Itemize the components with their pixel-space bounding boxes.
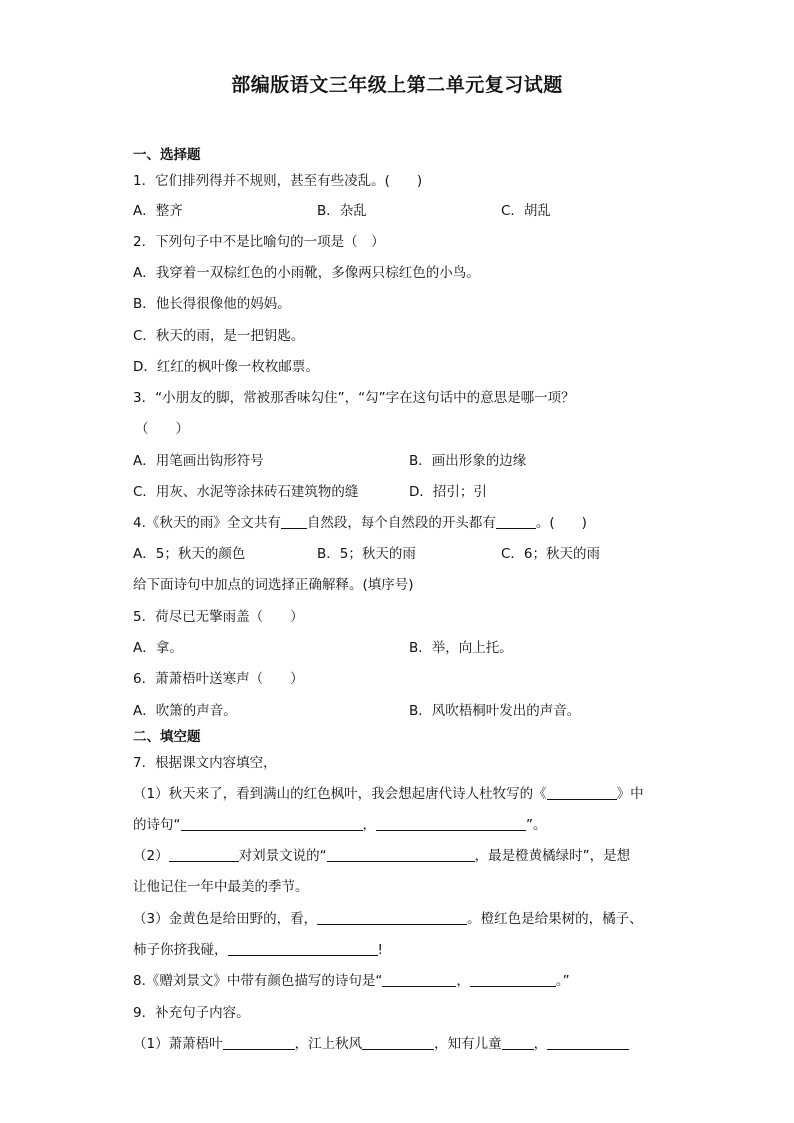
q7-blank-verse-2 (376, 816, 526, 831)
q7-line-5 (133, 909, 643, 929)
q3-option-c: C．用灰、水泥等涂抹砖石建筑物的缝 (133, 484, 359, 500)
q7-text: 的诗句“ (133, 817, 181, 833)
q7-text: ! (377, 942, 383, 958)
q7-blank-verse-3 (327, 847, 475, 862)
q7-blank-field (317, 910, 467, 925)
q5-option-a: A．拿。 (133, 640, 183, 656)
q7-text: （3）金黄色是给田野的，看， (133, 911, 318, 927)
section-heading-choice: 一、选择题 (133, 147, 201, 163)
q7-text: 》中 (616, 786, 644, 802)
q8-text: ， (456, 973, 470, 989)
question-9: 9．补充句子内容。 (133, 1005, 250, 1021)
q7-text: 对刘景文说的“ (238, 848, 327, 864)
q8-blank-2 (470, 972, 556, 987)
q7-blank-poem-title (547, 785, 617, 800)
q8-blank-1 (382, 972, 456, 987)
q7-text: 柿子你挤我碰， (133, 942, 228, 958)
q7-text: ， (362, 817, 376, 833)
q6-option-b: B．风吹梧桐叶发出的声音。 (409, 703, 581, 719)
q7-text: 。橙红色是给果树的，橘子、 (467, 911, 643, 927)
question-8 (133, 971, 570, 991)
q7-line-3 (133, 846, 630, 866)
q9-blank-2 (362, 1035, 434, 1050)
question-5: 5．荷尽已无擎雨盖（ ） (133, 609, 304, 625)
section-heading-fill: 二、填空题 (133, 729, 201, 745)
q9-blank-1 (223, 1035, 295, 1050)
instruction-text: 给下面诗句中加点的词选择正确解释。(填序号) (133, 577, 414, 593)
q7-line-6 (133, 940, 383, 960)
q7-blank-poet (169, 847, 239, 862)
q7-text: ，最是橙黄橘绿时”，是想 (474, 848, 631, 864)
q1-option-a: A．整齐 (133, 203, 183, 219)
question-7: 7．根据课文内容填空， (133, 755, 277, 771)
q9-text: ， (533, 1036, 548, 1052)
q7-line-1 (133, 784, 644, 804)
q4-text-2: 自然段，每个自然段的开头都有 (306, 515, 496, 531)
question-2: 2．下列句子中不是比喻句的一项是（ ） (133, 234, 385, 250)
q3-option-b: B．画出形象的边缘 (409, 453, 527, 469)
q7-text: （1）秋天来了，看到满山的红色枫叶，我会想起唐代诗人杜牧写的《 (133, 786, 547, 802)
q4-option-a: A．5；秋天的颜色 (133, 546, 246, 562)
q3-option-d: D．招引；引 (409, 484, 487, 500)
q2-option-a: A．我穿着一双棕红色的小雨靴，多像两只棕红色的小鸟。 (133, 265, 480, 281)
q9-blank-3 (502, 1035, 534, 1050)
q3-option-a: A．用笔画出钩形符号 (133, 453, 264, 469)
q4-blank-1 (281, 514, 307, 529)
question-6: 6．萧萧梧叶送寒声（ ） (133, 671, 304, 687)
q7-line-2 (133, 815, 547, 835)
q7-line-4: 让他记住一年中最美的季节。 (133, 879, 309, 895)
q9-line-1 (133, 1034, 629, 1054)
q5-option-b: B．举，向上托。 (409, 640, 513, 656)
q4-text-3: 。( ) (535, 515, 587, 531)
q8-text: 。” (555, 973, 570, 989)
q7-blank-fruit (228, 941, 378, 956)
q9-text: ，知有儿童 (434, 1036, 502, 1052)
question-4 (133, 513, 587, 533)
q7-text: ”。 (526, 817, 547, 833)
q9-blank-4 (547, 1035, 629, 1050)
q4-option-b: B．5；秋天的雨 (317, 546, 416, 562)
q1-option-b: B．杂乱 (317, 203, 367, 219)
q4-text-1: 4.《秋天的雨》全文共有 (133, 515, 281, 531)
question-3: 3．“小朋友的脚，常被那香味勾住”，“勾”字在这句话中的意思是哪一项？ (133, 390, 575, 406)
q9-text: （1）萧萧梧叶 (133, 1036, 223, 1052)
page-title: 部编版语文三年级上第二单元复习试题 (231, 74, 563, 96)
q4-blank-2 (496, 514, 536, 529)
q7-blank-verse-1 (181, 816, 363, 831)
question-1: 1．它们排列得并不规则，甚至有些凌乱。( ) (133, 173, 423, 189)
q8-text: 8.《赠刘景文》中带有颜色描写的诗句是“ (133, 973, 383, 989)
q2-option-d: D．红红的枫叶像一枚枚邮票。 (133, 359, 319, 375)
q4-option-c: C．6；秋天的雨 (501, 546, 601, 562)
q6-option-a: A．吹箫的声音。 (133, 703, 237, 719)
q1-option-c: C．胡乱 (501, 203, 551, 219)
q2-option-c: C．秋天的雨，是一把钥匙。 (133, 328, 305, 344)
q7-text: （2） (133, 848, 169, 864)
q9-text: ，江上秋风 (294, 1036, 363, 1052)
q2-option-b: B．他长得很像他的妈妈。 (133, 296, 291, 312)
q3-answer-paren: （ ） (135, 421, 189, 437)
